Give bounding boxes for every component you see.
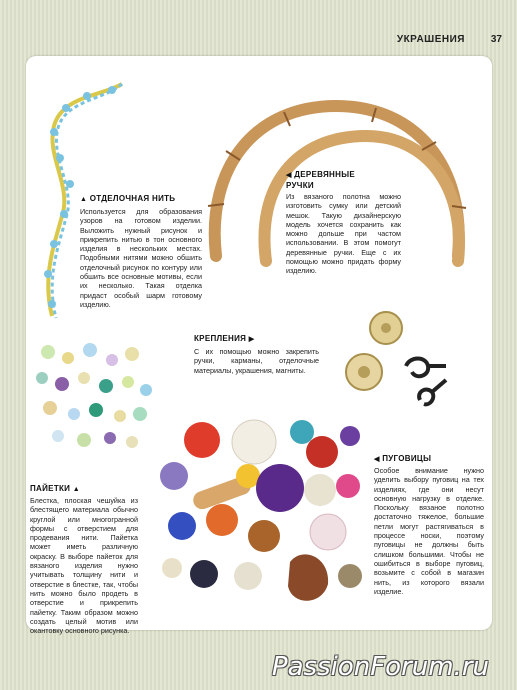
handles-text: Из вязаного полотна можно изготовить сумку или детский мешок. Такую дизайнерскую модель хочется сохранить как можно дольше при частом использовании. В этом помогут деревянные ручки. Еще с их помощью можно придать форму изделию. — [286, 192, 401, 276]
section-title: УКРАШЕНИЯ — [396, 34, 465, 45]
thread-text: Используется для образования узоров на готовом изделии. Выложить нужный рисунок и прикрепить нитью в тон основного изделия в нескольких местах. Подобными нитями можно обшить отделочный рисунок по контуру или обшить все основные мотивы, если их несколько. Такая отделка придаст особый шарм готовому изделию. — [80, 207, 202, 309]
handles-title-line2: РУЧКИ — [286, 181, 314, 190]
sequins-text: Блестка, плоская чешуйка из блестящего материала обычно круглой или многогранной формы с отверстием для продевания нити. Пайетка может иметь различную окраску. В выборе пайеток для вязаного изделия нужно учитывать толщину нити и отверстие в блестке, так, чтобы нить можно было продеть в отверстие и прикрепить пайетку. Таким образом можно создать целый мотив или окантовку основного рисунка. — [30, 496, 138, 636]
fasteners-image — [336, 296, 486, 426]
fasteners-text: С их помощью можно закрепить ручки, карманы, отделочные материалы, украшения, магниты. — [194, 347, 319, 375]
sequins-image — [28, 338, 158, 458]
fasteners-arrow: ▶ — [248, 336, 255, 343]
handles-heading — [286, 170, 386, 191]
content-card — [26, 56, 492, 636]
thread-arrow: ▲ — [80, 196, 88, 203]
sequins-heading — [30, 484, 140, 495]
handles-arrow: ◀ — [286, 172, 292, 179]
watermark: PassionForum.ru — [271, 652, 489, 682]
buttons-image — [152, 416, 372, 616]
page-number: 37 — [490, 34, 502, 45]
thread-title: ОТДЕЛОЧНАЯ НИТЬ — [89, 194, 176, 203]
sequins-arrow: ▲ — [72, 486, 80, 493]
fasteners-title: КРЕПЛЕНИЯ — [194, 334, 247, 343]
sequins-title: ПАЙЕТКИ — [30, 484, 71, 493]
buttons-text: Особое внимание нужно уделить выбору пуговиц на тех изделиях, где они несут основную нагрузку в отделке. Поскольку вязаное полотно достаточно тяжелое, большие петли могут растягиваться в процессе носки, поэтому пуговицы не должны быть слишком большими. Чтобы не ошибиться в выборе пуговиц, возьмите с собой в магазин нить, из которого вязали изделие. — [374, 466, 484, 596]
buttons-heading — [374, 454, 484, 465]
handles-title-line1: ДЕРЕВЯННЫЕ — [294, 170, 355, 179]
buttons-arrow: ◀ — [374, 456, 380, 463]
buttons-title: ПУГОВИЦЫ — [382, 454, 432, 463]
fasteners-heading — [194, 334, 314, 345]
thread-heading — [80, 194, 200, 205]
